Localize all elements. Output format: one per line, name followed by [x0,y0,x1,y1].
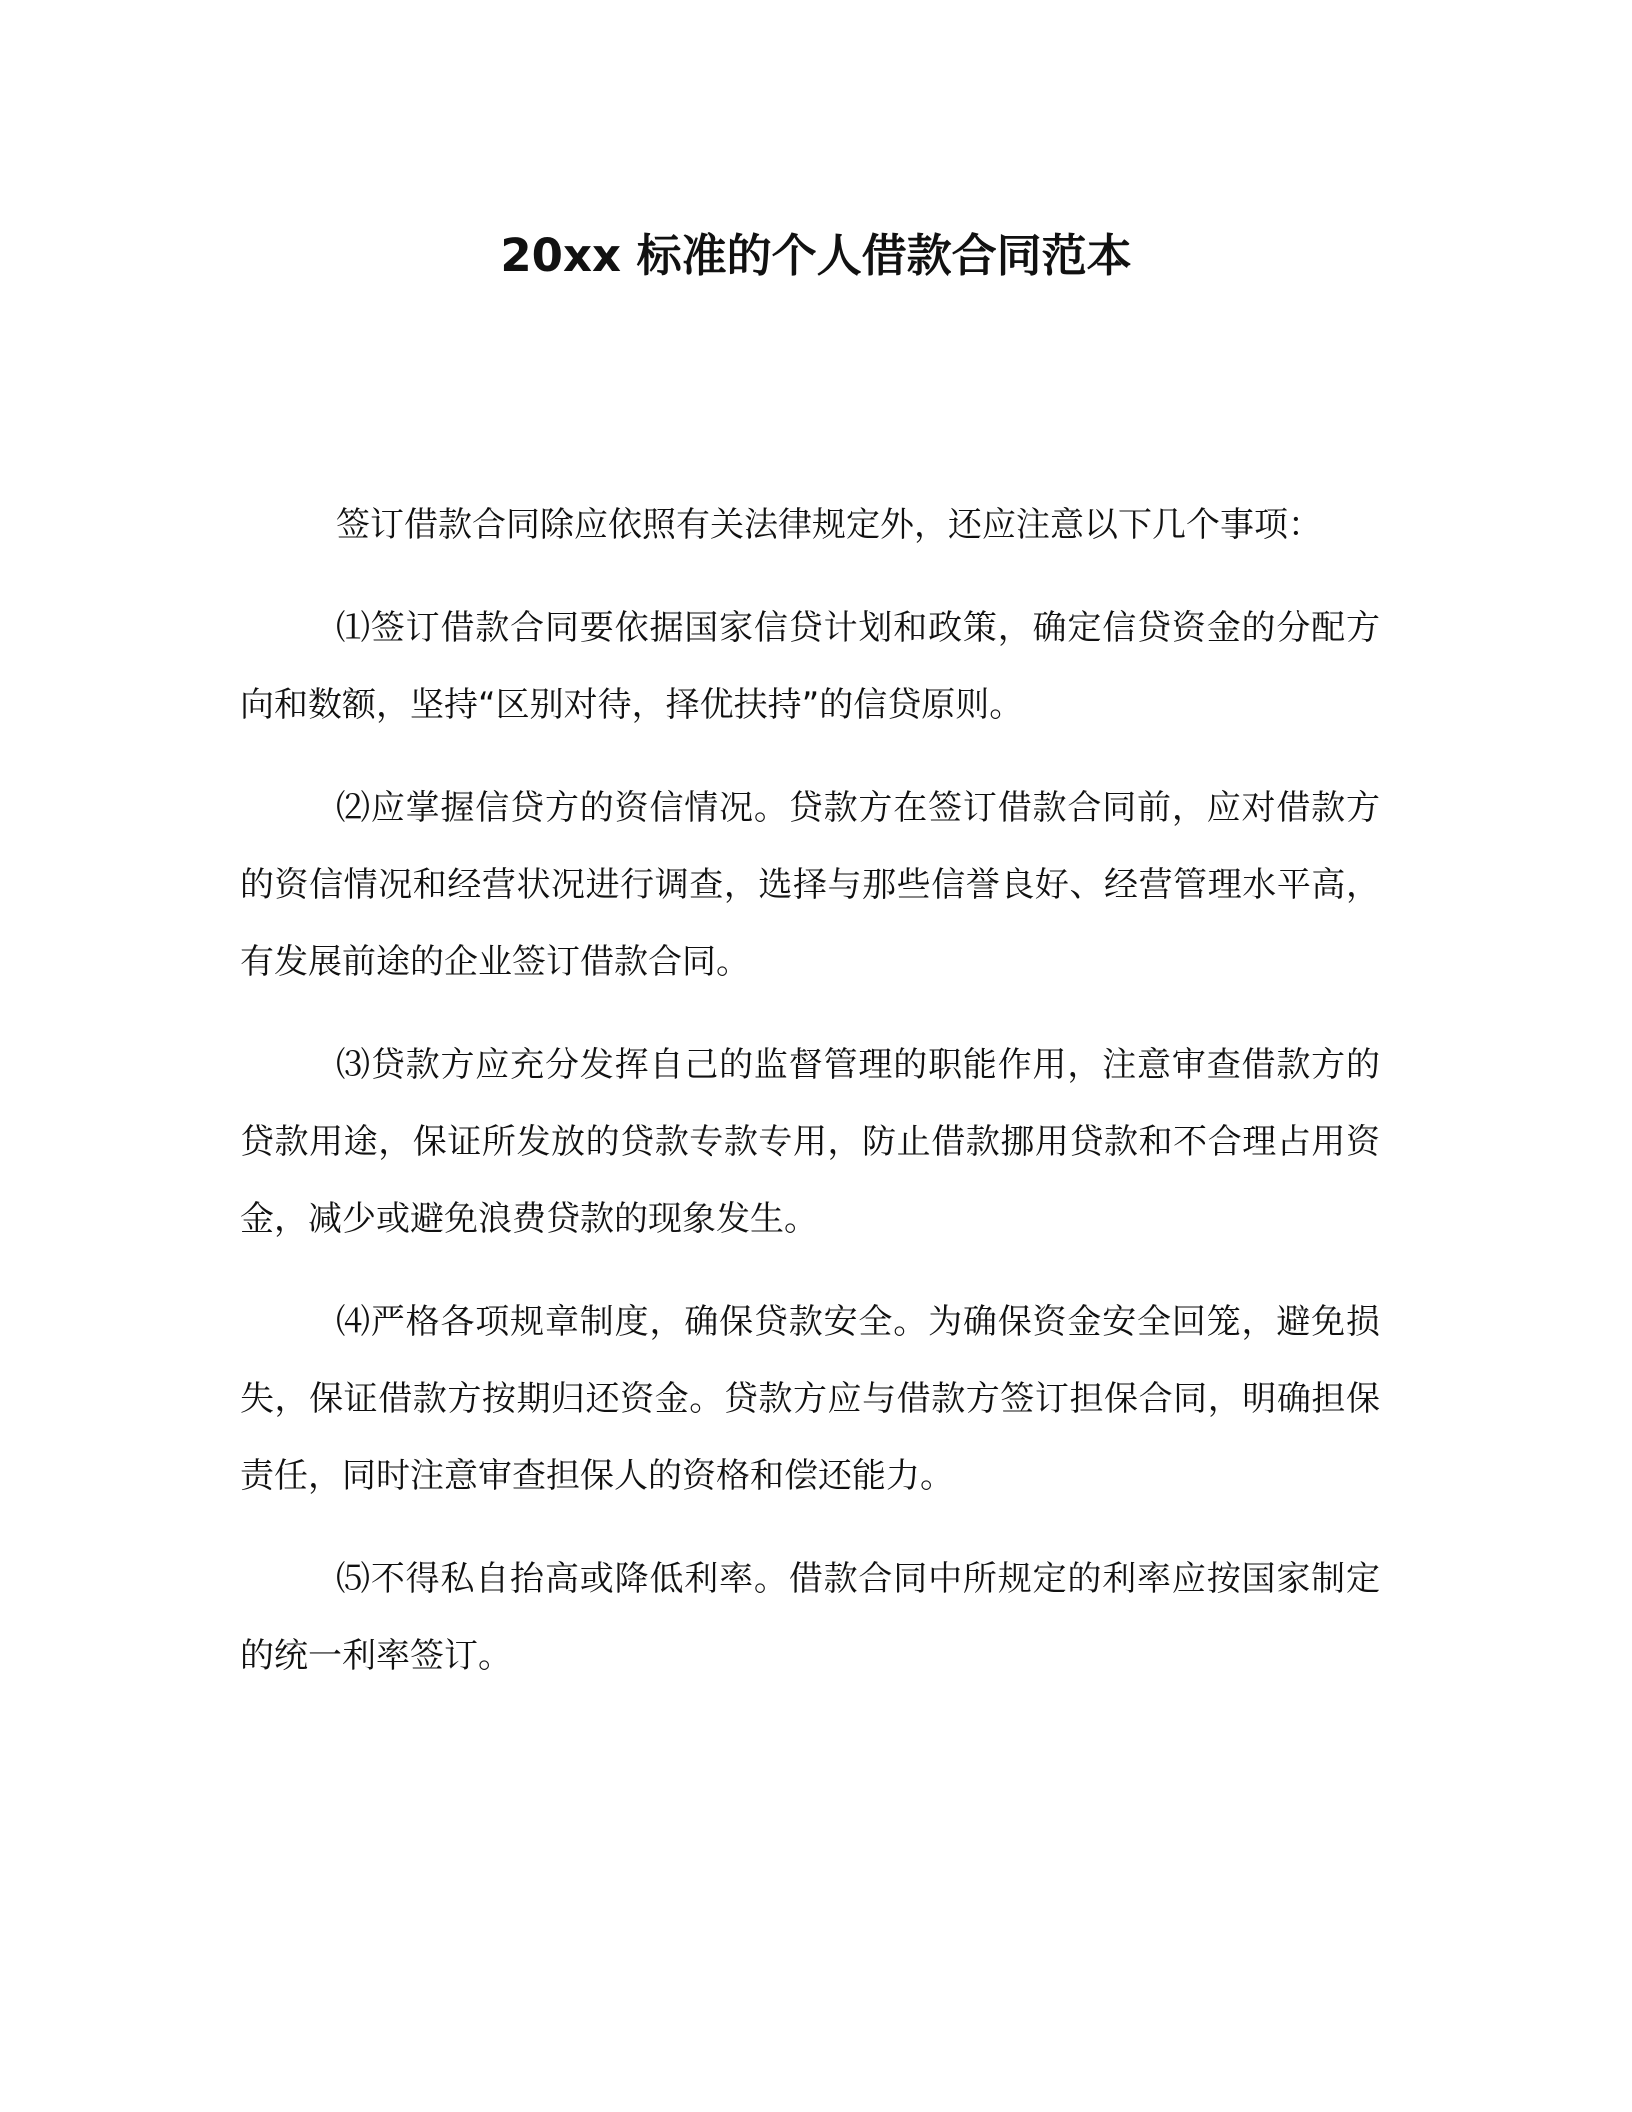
paragraph-item-4: ⑷严格各项规章制度，确保贷款安全。为确保资金安全回笼，避免损失，保证借款方按期归还资金。贷款方应与借款方签订担保合同，明确担保责任，同时注意审查担保人的资格和偿还能力。 [240,1302,1380,1496]
document-title: 20xx 标准的个人借款合同范本 [500,229,1132,282]
paragraph-intro: 签订借款合同除应依照有关法律规定外，还应注意以下几个事项： [336,505,1322,545]
paragraph-item-2: ⑵应掌握信贷方的资信情况。贷款方在签订借款合同前，应对借款方的资信情况和经营状况进行调查，选择与那些信誉良好、经营管理水平高，有发展前途的企业签订借款合同。 [240,788,1380,982]
paragraph-item-1: ⑴签订借款合同要依据国家信贷计划和政策，确定信贷资金的分配方向和数额，坚持“区别对待，择优扶持”的信贷原则。 [240,608,1380,725]
document-body [240,487,1380,1721]
paragraph-item-5: ⑸不得私自抬高或降低利率。借款合同中所规定的利率应按国家制定的统一利率签订。 [240,1559,1380,1676]
paragraph-item-3: ⑶贷款方应充分发挥自己的监督管理的职能作用，注意审查借款方的贷款用途，保证所发放的贷款专款专用，防止借款挪用贷款和不合理占用资金，减少或避免浪费贷款的现象发生。 [240,1045,1380,1239]
